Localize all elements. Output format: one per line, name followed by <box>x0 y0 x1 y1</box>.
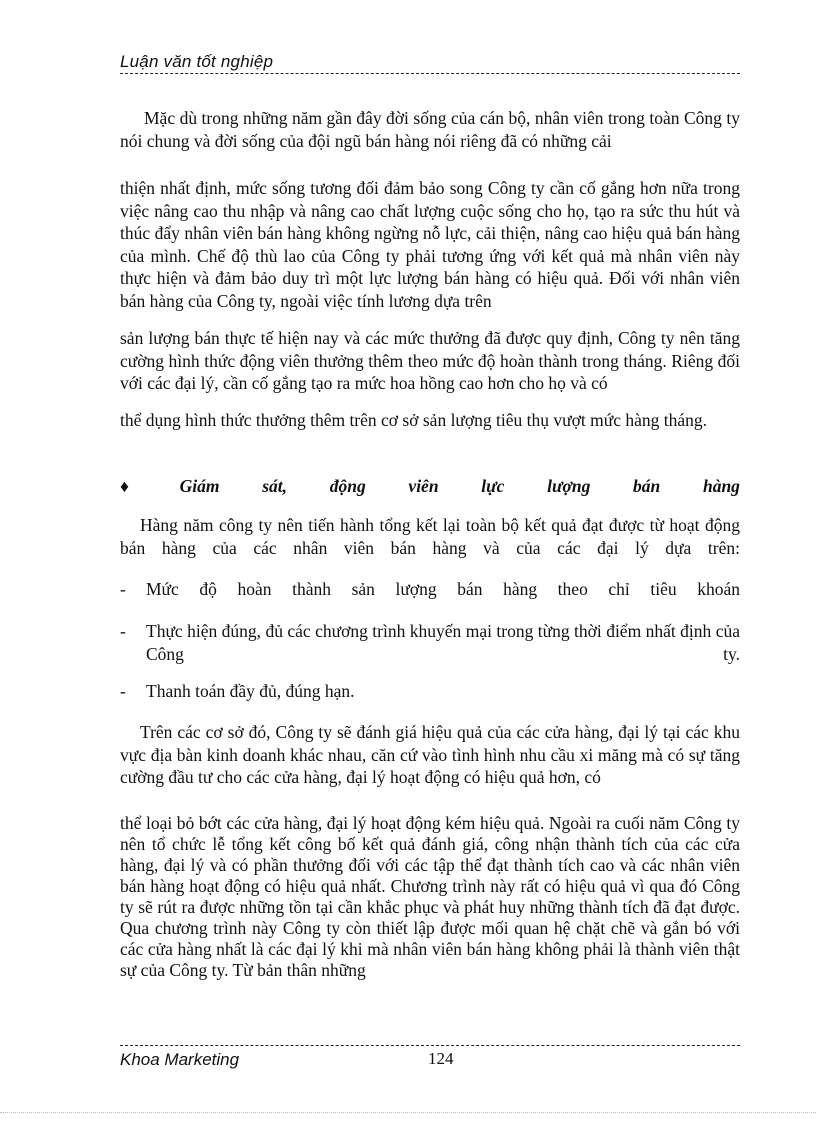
heading-word: Giám <box>179 476 220 496</box>
paragraph-7: thể loại bỏ bớt các cửa hàng, đại lý hoạt động kém hiệu quả. Ngoài ra cuối năm Công ty nên tổ chức lễ tổng kết công bố kết quả đánh giá, công nhận thành tích của các cửa hàng, đại lý và có phần thưởng đối với các tập thể đạt thành tích cao và các nhân viên bán hàng hoạt động có hiệu quả nhất. Chương trình này rất có hiệu quả vì qua đó Công ty sẽ rút ra được những tồn tại cần khắc phục và phát huy những thành tích đã đạt được. Qua chương trình này Công ty còn thiết lập được mối quan hệ chặt chẽ và gắn bó với các cửa hàng nhất là các đại lý khi mà nhân viên bán hàng không phải là thành viên thật sự của Công ty. Từ bản thân những <box>120 813 740 980</box>
footer-divider <box>120 1045 740 1046</box>
heading-word: bán <box>633 476 661 496</box>
dash-bullet: - <box>120 621 126 641</box>
bullet-item-1 <box>120 578 740 601</box>
footer-department: Khoa Marketing <box>120 1050 240 1069</box>
bullet-text: Mức độ hoàn thành sản lượng bán hàng theo chỉ tiêu khoán <box>146 579 740 599</box>
paragraph-6: Trên các cơ sở đó, Công ty sẽ đánh giá hiệu quả của các cửa hàng, đại lý tại các khu vực địa bàn kinh doanh khác nhau, căn cứ vào tình hình nhu cầu xi măng mà có sự tăng cường đầu tư cho các cửa hàng, đại lý hoạt động có hiệu quả hơn, có <box>120 722 740 788</box>
dash-bullet: - <box>120 579 126 599</box>
heading-word: viên <box>408 476 439 496</box>
section-heading <box>120 476 740 497</box>
page-number: 124 <box>428 1049 454 1068</box>
bullet-item-2 <box>120 620 740 665</box>
diamond-bullet-icon: ♦ <box>120 476 129 496</box>
heading-word: lực <box>481 476 505 496</box>
bullet-text: Thực hiện đúng, đủ các chương trình khuyến mại trong từng thời điểm nhất định của Công ty. <box>146 621 740 664</box>
page-header-title: Luận văn tốt nghiệp <box>120 52 274 71</box>
header-divider <box>120 73 740 74</box>
heading-word: lượng <box>547 476 591 496</box>
heading-word: hàng <box>702 476 740 496</box>
bullet-text: Thanh toán đầy đủ, đúng hạn. <box>146 681 355 701</box>
dash-bullet: - <box>120 681 126 701</box>
paragraph-2: thiện nhất định, mức sống tương đối đảm bảo song Công ty cần cố gắng hơn nữa trong việc nâng cao thu nhập và nâng cao chất lượng cuộc sống cho họ, tạo ra sức thu hút và thúc đẩy nhân viên bán hàng không ngừng nỗ lực, cải thiện, nâng cao hiệu quả bán hàng của mình. Chế độ thù lao của Công ty phải tương ứng với kết quả mà nhân viên này thực hiện và đảm bảo duy trì một lực lượng bán hàng có hiệu quả. Đối với nhân viên bán hàng của Công ty, ngoài việc tính lương dựa trên <box>120 178 740 311</box>
paragraph-5: Hàng năm công ty nên tiến hành tổng kết lại toàn bộ kết quả đạt được từ hoạt động bán hàng của các nhân viên bán hàng và của các đại lý dựa trên: <box>120 515 740 558</box>
heading-word: sát, <box>262 476 288 496</box>
paragraph-1: Mặc dù trong những năm gần đây đời sống của cán bộ, nhân viên trong toàn Công ty nói chung và đời sống của đội ngũ bán hàng nói riêng đã có những cải <box>120 108 740 151</box>
bullet-item-3 <box>120 680 740 703</box>
page-bottom-border <box>0 1112 816 1113</box>
paragraph-3: sản lượng bán thực tế hiện nay và các mức thưởng đã được quy định, Công ty nên tăng cường hình thức động viên thưởng thêm theo mức độ hoàn thành trong tháng. Riêng đối với các đại lý, cần cố gắng tạo ra mức hoa hồng cao hơn cho họ và có <box>120 328 740 394</box>
heading-word: động <box>329 476 366 496</box>
paragraph-4: thể dụng hình thức thưởng thêm trên cơ sở sản lượng tiêu thụ vượt mức hàng tháng. <box>120 410 708 430</box>
